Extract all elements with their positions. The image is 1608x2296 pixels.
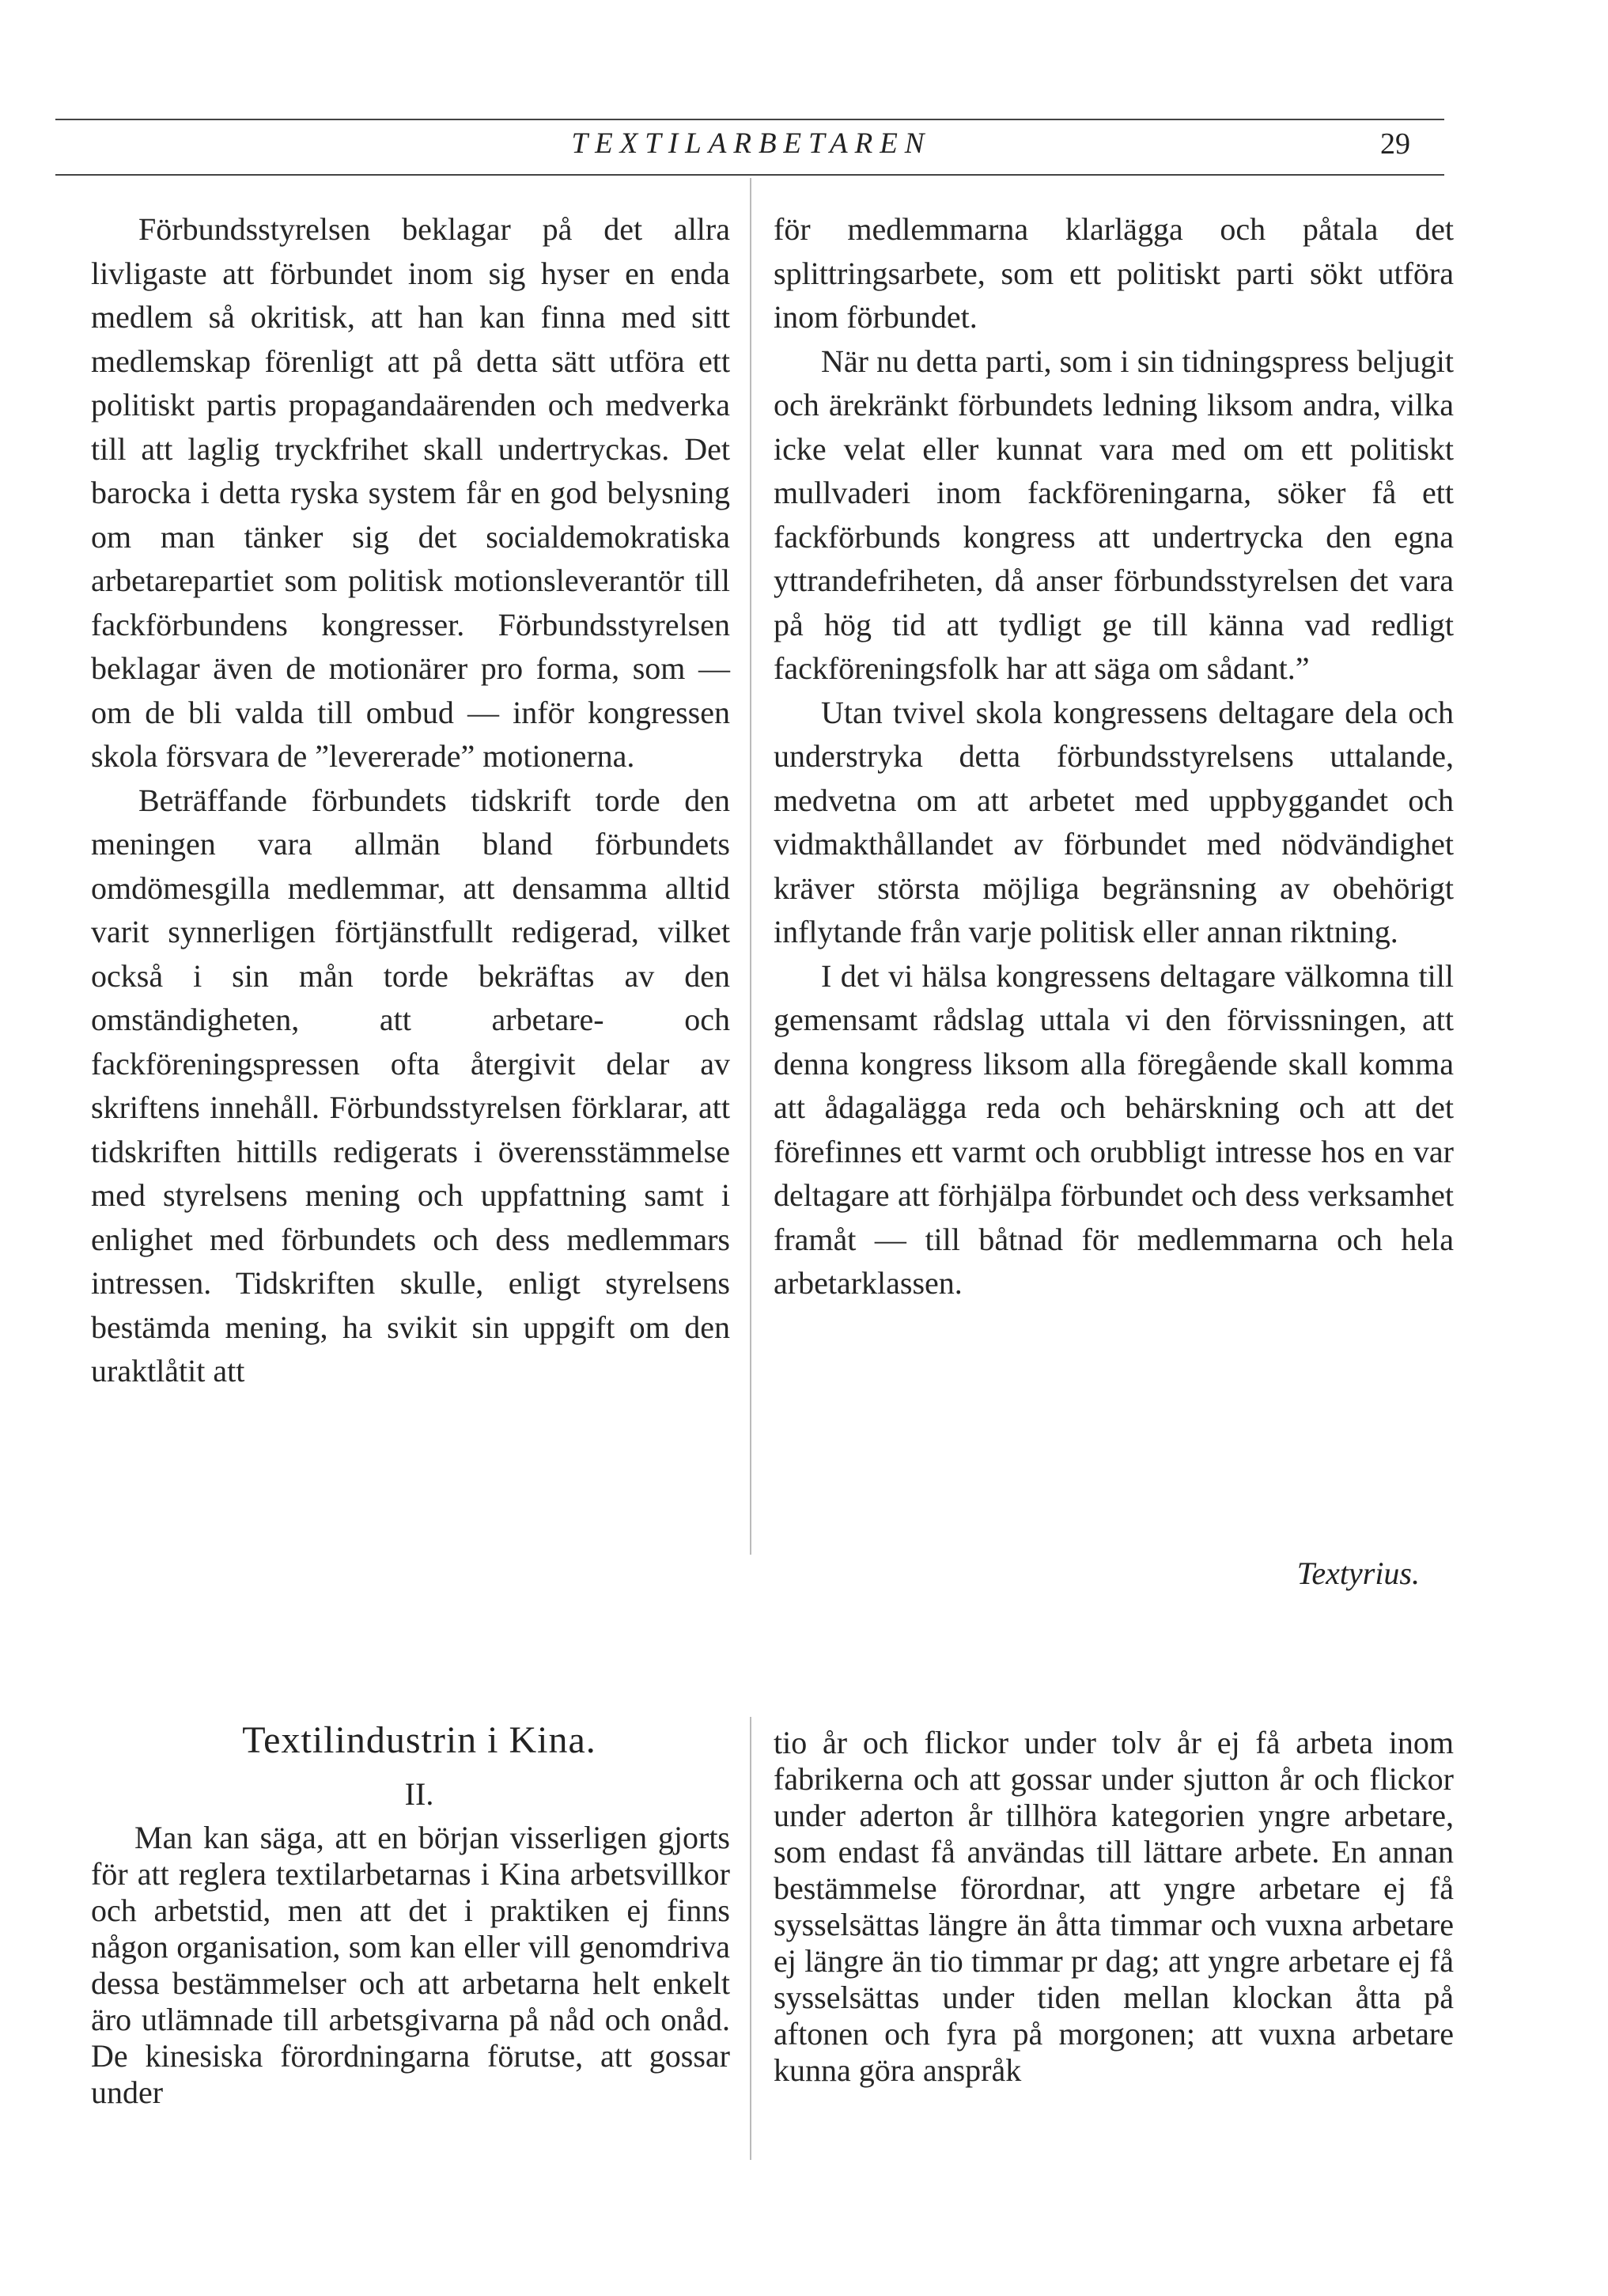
article2-right-column [774, 1725, 1454, 2089]
article1-paragraph: Beträffande förbundets tidskrift torde den meningen vara allmän bland förbundets omdömesgilla medlemmar, att densamma alltid varit synnerligen förtjänstfullt redigerad, vilket också i sin mån torde bekräftas av den omständigheten, att arbetare- och fackföreningspressen ofta återgivit delar av skriftens innehåll. Förbundsstyrelsen förklarar, att tidskriften hittills redigerats i överensstämmelse med styrelsens mening och uppfattning samt i enlighet med förbundets och dess medlemmars intressen. Tidskriften skulle, enligt styrelsens bestämda mening, ha svikit sin uppgift om den uraktlåtit att [91, 782, 730, 1389]
article1-paragraph: När nu detta parti, som i sin tidningspress beljugit och ärekränkt förbundets ledning liksom andra, vilka icke velat eller kunnat vara med om ett politiskt mullvaderi inom fackföreningarna, söker få ett fackförbunds kongress att undertrycka den egna yttrandefriheten, då anser förbundsstyrelsen det vara på hög tid att tydligt ge till känna vad redligt fackföreningsfolk har att säga om sådant.” [774, 343, 1454, 686]
article1-signature: Textyrius. [1296, 1555, 1420, 1591]
article1-paragraph: I det vi hälsa kongressens deltagare välkomna till gemensamt rådslag uttala vi den förvissningen, att denna kongress liksom alla föregående skall komma att ådagalägga reda och behärskning och att det förefinnes ett varmt och orubbligt intresse hos en var deltagare att förhjälpa förbundet och dess verksamhet framåt — till båtnad för medlemmarna och hela arbetarklassen. [774, 957, 1454, 1301]
article2-part-number: II. [404, 1776, 434, 1812]
article1-left-column [91, 207, 730, 1393]
article1-right-column [774, 207, 1454, 1305]
article1-paragraph: Utan tvivel skola kongressens deltagare dela och understryka detta förbundsstyrelsens uttalande, medvetna om att arbetet med uppbyggandet och vidmakthållandet av förbundet med nödvändighet kräver största möjliga begränsning av obehörigt inflytande från varje politisk eller annan riktning. [774, 694, 1454, 949]
header-bottom-rule [55, 174, 1444, 176]
article2-left-column [91, 1820, 730, 2111]
article2-paragraph: tio år och flickor under tolv år ej få arbeta inom fabrikerna och att gossar under sjutton år och flickor under aderton år tillhöra kategorien yngre arbetare, som endast få användas till lättare arbete. En annan bestämmelse förordnar, att yngre arbetare ej få sysselsättas längre än åtta timmar och vuxna arbetare ej längre än tio timmar pr dag; att yngre arbetare ej få sysselsättas under tiden mellan klockan åtta på aftonen och fyra på morgonen; att vuxna arbetare kunna göra anspråk [774, 1725, 1454, 2088]
running-title: TEXTILARBETAREN [571, 127, 932, 160]
article2-title: Textilindustrin i Kina. [242, 1719, 596, 1761]
page-number: 29 [1380, 127, 1410, 161]
article1-paragraph: Förbundsstyrelsen beklagar på det allra livligaste att förbundet inom sig hyser en enda medlem så okritisk, att han kan finna med sitt medlemskap förenligt att på detta sätt utföra ett politiskt partis propagandaärenden och medverka till att laglig tryckfrihet skall undertryckas. Det barocka i detta ryska system får en god belysning om man tänker sig det socialdemokratiska arbetarepartiet som politisk motionsleverantör till fackförbundens kongresser. Förbundsstyrelsen beklagar även de motionärer pro forma, som — om de bli valda till ombud — inför kongressen skola försvara de ”levererade” motionerna. [91, 211, 730, 774]
article2-paragraph: Man kan säga, att en början visserligen gjorts för att reglera textilarbetarnas i Kina arbetsvillkor och arbetstid, men att det i praktiken ej finns någon organisation, som kan eller vill genomdriva dessa bestämmelser och att arbetarna helt enkelt äro utlämnade till arbetsgivarna på nåd och onåd. De kinesiska förordningarna förutse, att gossar under [91, 1820, 730, 2110]
header-top-rule [55, 119, 1444, 120]
article1-paragraph: för medlemmarna klarlägga och påtala det splittringsarbete, som ett politiskt parti sökt utföra inom förbundet. [774, 211, 1454, 335]
article2-column-divider [750, 1717, 751, 2160]
article1-column-divider [750, 178, 751, 1555]
